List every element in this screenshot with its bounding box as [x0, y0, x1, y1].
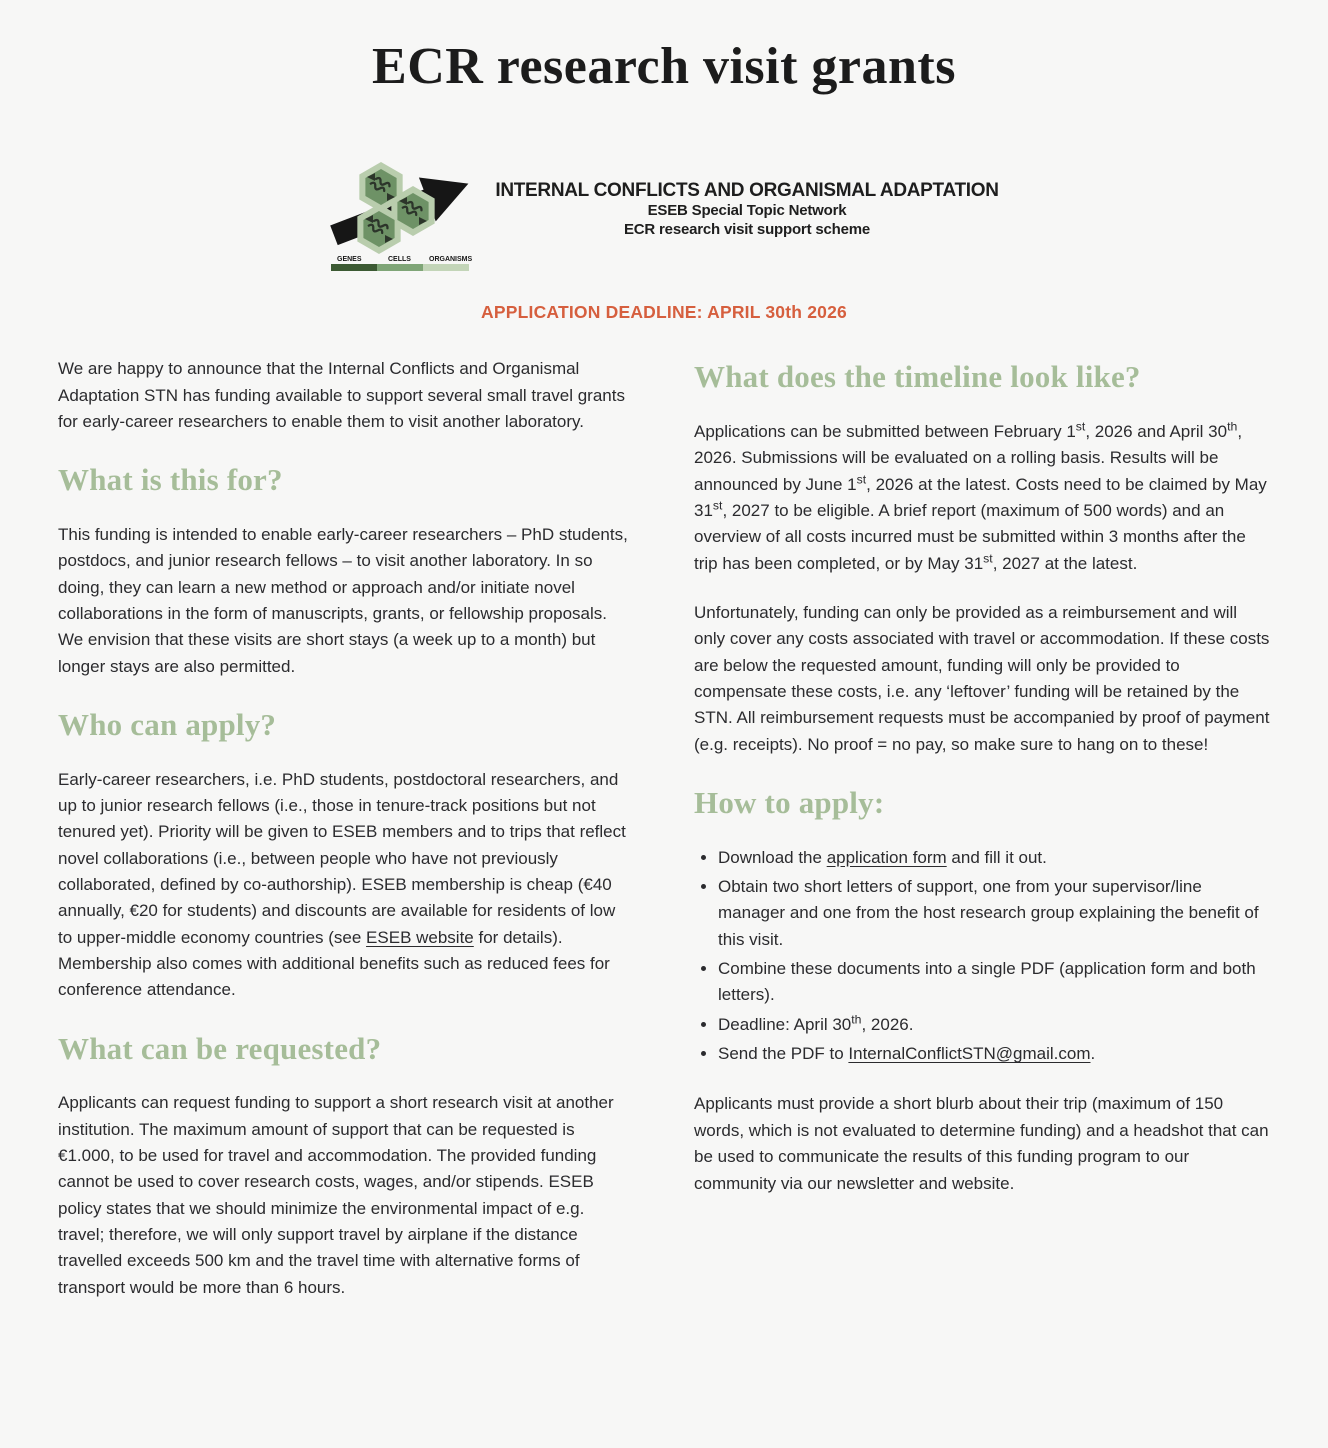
text-segment: and fill it out.: [946, 847, 1047, 867]
deadline-banner: APPLICATION DEADLINE: APRIL 30th 2026: [481, 302, 847, 323]
text-segment: Send the PDF to: [718, 1044, 849, 1064]
right-column: [694, 356, 1270, 1301]
text-segment: Applications can be submitted between February 1: [694, 421, 1076, 441]
section-heading-how-to-apply: How to apply:: [694, 785, 885, 821]
ordinal-superscript: th: [1227, 419, 1238, 434]
scale-labels: [337, 256, 473, 263]
ordinal-superscript: st: [1075, 419, 1086, 434]
section-heading-timeline: What does the timeline look like?: [694, 359, 1141, 395]
section-heading-what-is-this-for: What is this for?: [58, 462, 283, 498]
section-heading-what-can-be-requested: What can be requested?: [58, 1030, 382, 1066]
logo-subtitle-2: ECR research visit support scheme: [624, 220, 870, 238]
logo-subtitle-1: ESEB Special Topic Network: [647, 202, 847, 220]
text-segment: , 2026.: [861, 1014, 914, 1034]
ordinal-superscript: st: [856, 471, 867, 486]
stn-logo-graphic: [329, 157, 481, 275]
text-segment: , 2026 and April 30: [1085, 421, 1228, 441]
outro-paragraph: Applicants must provide a short blurb about their trip (maximum of 150 words, which is not evaluated to determine funding) and a headshot that can be used to communicate the results of this funding program to our community via our newsletter and website.: [694, 1094, 1269, 1193]
timeline-paragraph-2: Unfortunately, funding can only be provided as a reimbursement and will only cover any costs associated with travel or accommodation. If these costs are below the requested amount, funding will only be provided to compensate these costs, i.e. any ‘leftover’ funding will be retained by the STN. All reimbursement requests must be accompanied by proof of payment (e.g. receipts). No proof = no pay, so make sure to hang on to these!: [694, 603, 1270, 754]
text-segment: , 2026 at the latest. Costs need to be claimed by May 31: [694, 474, 1267, 520]
page-title: ECR research visit grants: [372, 38, 956, 95]
what-can-be-requested-paragraph: Applicants can request funding to support a short research visit at another institution. The maximum amount of support that can be requested is €1.000, to be used for travel and accommodation. The provided funding cannot be used to cover research costs, wages, and/or stipends. ESEB policy states that we should minimize the environmental impact of e.g. travel; therefore, we will only support travel by airplane if the distance travelled exceeds 500 km and the travel time with alternative forms of transport would be more than 6 hours.: [58, 1093, 614, 1297]
text-segment: , 2026. Submissions will be evaluated on a rolling basis. Results will be announced by June 1: [694, 421, 1243, 494]
how-to-apply-item: [718, 1041, 1270, 1067]
stn-logo: [0, 157, 1328, 275]
text-segment: Early-career researchers, i.e. PhD students, postdoctoral researchers, and up to junior research fellows (i.e., those in tenure-track positions but not tenured yet). Priority will be given to ESEB members and to trips that reflect novel collaborations (i.e., between people who have not previously collaborated, defined by co-authorship). ESEB membership is cheap (€40 annually, €20 for students) and discounts are available for residents of low to upper-middle economy countries (see: [58, 769, 626, 947]
timeline-paragraph-1: [694, 419, 1270, 577]
how-to-apply-item: [718, 956, 1270, 1009]
ordinal-superscript: st: [712, 498, 723, 513]
intro-paragraph: We are happy to announce that the Internal Conflicts and Organismal Adaptation STN has funding available to support several small travel grants for early-career researchers to enable them to visit another laboratory.: [58, 359, 625, 431]
text-segment: Deadline: April 30: [718, 1014, 852, 1034]
how-to-apply-item: [718, 845, 1270, 871]
ordinal-superscript: st: [983, 551, 993, 566]
text-segment: Obtain two short letters of support, one from your supervisor/line manager and one from the host research group explaining the benefit of this visit.: [718, 877, 1259, 949]
svg-text:GENES: GENES: [337, 256, 362, 264]
svg-text:CELLS: CELLS: [388, 256, 412, 264]
how-to-apply-list: [694, 845, 1270, 1068]
text-segment: , 2027 at the latest.: [992, 553, 1138, 573]
content-columns: [0, 356, 1328, 1361]
text-segment: .: [1090, 1044, 1096, 1064]
logo-title: INTERNAL CONFLICTS AND ORGANISMAL ADAPTATION: [495, 180, 999, 202]
stn-logo-text: [495, 179, 998, 253]
svg-text:ORGANISMS: ORGANISMS: [429, 256, 473, 264]
text-segment: Combine these documents into a single PDF (application form and both letters).: [718, 959, 1256, 1005]
who-can-apply-paragraph: [58, 767, 634, 1004]
scale-bar: [331, 264, 469, 271]
inline-link[interactable]: ESEB website: [366, 927, 474, 947]
text-segment: for details). Membership also comes with additional benefits such as reduced fees for conference attendance.: [58, 927, 610, 1000]
section-heading-who-can-apply: Who can apply?: [58, 707, 277, 743]
what-is-this-for-paragraph: This funding is intended to enable early-career researchers – PhD students, postdocs, and junior research fellows – to visit another laboratory. In so doing, they can learn a new method or approach and/or initiate novel collaborations in the form of manuscripts, grants, or fellowship proposals. We envision that these visits are short stays (a week up to a month) but longer stays are also permitted.: [58, 524, 628, 676]
inline-link[interactable]: InternalConflictSTN@gmail.com: [848, 1044, 1091, 1064]
left-column: [58, 356, 634, 1301]
how-to-apply-item: [718, 874, 1270, 953]
inline-link[interactable]: application form: [826, 847, 947, 867]
text-segment: , 2027 to be eligible. A brief report (maximum of 500 words) and an overview of all costs incurred must be submitted within 3 months after the trip has been completed, or by May 31: [694, 500, 1246, 573]
how-to-apply-item: [718, 1012, 1270, 1038]
ordinal-superscript: th: [851, 1012, 862, 1027]
text-segment: Download the: [718, 847, 827, 867]
